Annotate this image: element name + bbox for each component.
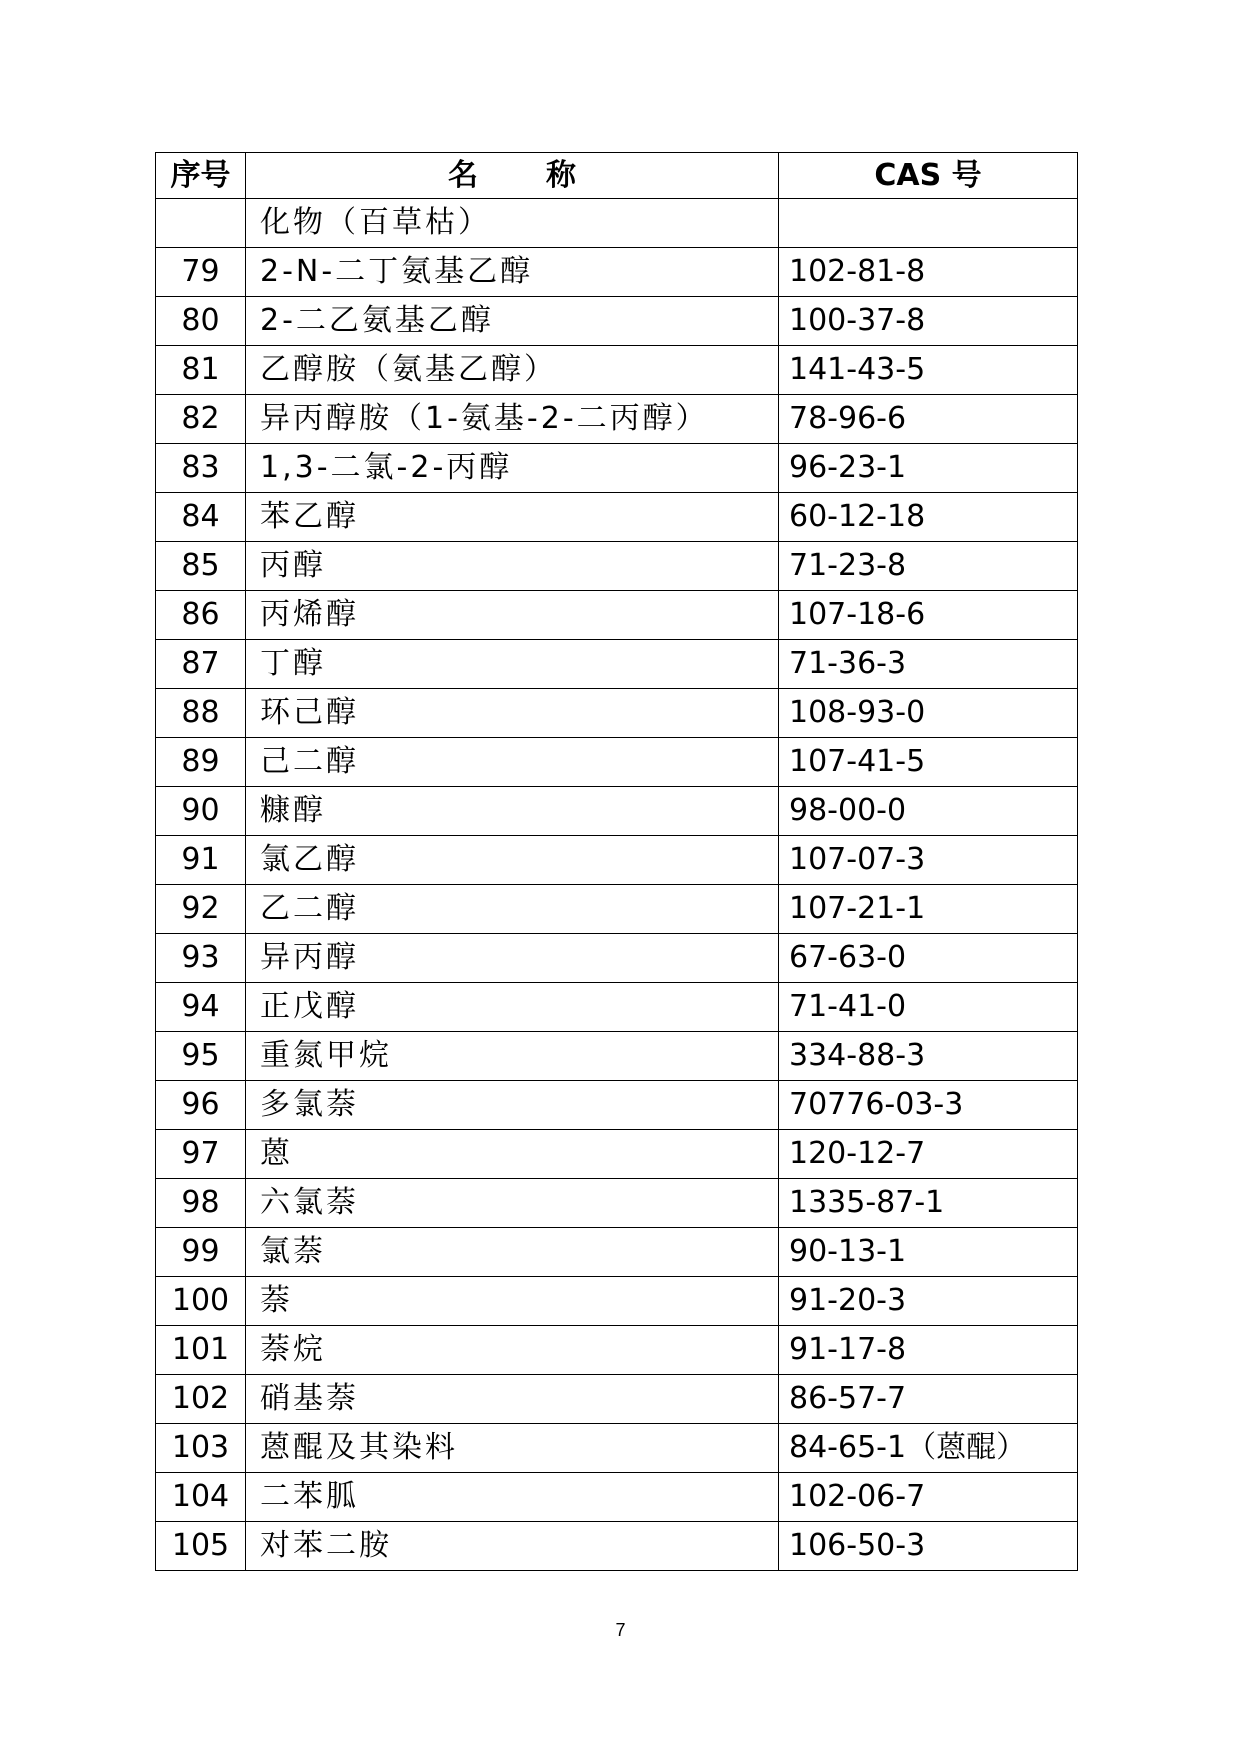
row-name: 糠醇 [246,787,779,836]
row-seq: 94 [156,983,246,1032]
table-row [156,395,1078,444]
row-cas: 90-13-1 [779,1228,1078,1277]
row-seq: 83 [156,444,246,493]
row-seq: 81 [156,346,246,395]
row-cas: 70776-03-3 [779,1081,1078,1130]
row-name: 2-二乙氨基乙醇 [246,297,779,346]
row-name: 正戊醇 [246,983,779,1032]
table-row [156,1228,1078,1277]
row-name: 丁醇 [246,640,779,689]
table-row [156,640,1078,689]
row-cas: 98-00-0 [779,787,1078,836]
row-seq: 96 [156,1081,246,1130]
table-row [156,444,1078,493]
table-row [156,1375,1078,1424]
row-cas: 107-21-1 [779,885,1078,934]
row-cas: 86-57-7 [779,1375,1078,1424]
row-cas: 71-36-3 [779,640,1078,689]
row-seq: 97 [156,1130,246,1179]
row-seq: 88 [156,689,246,738]
row-name: 多氯萘 [246,1081,779,1130]
row-cas: 107-07-3 [779,836,1078,885]
row-cas: 96-23-1 [779,444,1078,493]
row-seq: 90 [156,787,246,836]
row-name: 二苯胍 [246,1473,779,1522]
row-cas: 107-41-5 [779,738,1078,787]
table-row [156,738,1078,787]
row-seq: 98 [156,1179,246,1228]
row-name: 环己醇 [246,689,779,738]
table-row [156,885,1078,934]
row-seq: 84 [156,493,246,542]
row-seq: 103 [156,1424,246,1473]
table-row [156,787,1078,836]
row-name: 六氯萘 [246,1179,779,1228]
table-row [156,1179,1078,1228]
row-cas: 107-18-6 [779,591,1078,640]
row-cas: 78-96-6 [779,395,1078,444]
table-row [156,199,1078,248]
row-name: 化物（百草枯） [246,199,779,248]
row-seq: 82 [156,395,246,444]
header-name [246,153,779,199]
row-name: 苯乙醇 [246,493,779,542]
row-name: 氯萘 [246,1228,779,1277]
header-cas: CAS 号 [779,153,1078,199]
header-seq: 序号 [156,153,246,199]
row-seq: 79 [156,248,246,297]
row-cas: 1335-87-1 [779,1179,1078,1228]
table-row [156,689,1078,738]
row-name: 1,3-二氯-2-丙醇 [246,444,779,493]
row-name: 氯乙醇 [246,836,779,885]
table-row [156,1424,1078,1473]
row-cas: 120-12-7 [779,1130,1078,1179]
row-name: 对苯二胺 [246,1522,779,1571]
row-name: 萘烷 [246,1326,779,1375]
row-seq: 105 [156,1522,246,1571]
row-seq: 99 [156,1228,246,1277]
table-body [156,199,1078,1571]
row-name: 丙烯醇 [246,591,779,640]
row-cas: 71-23-8 [779,542,1078,591]
row-seq: 91 [156,836,246,885]
row-name: 异丙醇 [246,934,779,983]
row-seq: 87 [156,640,246,689]
page-number: 7 [615,1620,626,1640]
table-row [156,1522,1078,1571]
row-name: 蒽醌及其染料 [246,1424,779,1473]
row-seq: 100 [156,1277,246,1326]
row-seq: 95 [156,1032,246,1081]
row-seq: 104 [156,1473,246,1522]
row-cas: 102-81-8 [779,248,1078,297]
row-seq: 89 [156,738,246,787]
row-seq: 86 [156,591,246,640]
row-seq: 92 [156,885,246,934]
table-row [156,346,1078,395]
row-name: 2-N-二丁氨基乙醇 [246,248,779,297]
row-seq: 101 [156,1326,246,1375]
row-name: 蒽 [246,1130,779,1179]
header-name-label: 名称 [448,158,644,193]
table-row [156,493,1078,542]
row-cas: 91-20-3 [779,1277,1078,1326]
chemical-table [155,152,1078,1571]
table-row [156,934,1078,983]
row-name: 硝基萘 [246,1375,779,1424]
row-cas: 106-50-3 [779,1522,1078,1571]
row-seq [156,199,246,248]
table-row [156,836,1078,885]
row-seq: 85 [156,542,246,591]
table-row [156,1032,1078,1081]
row-cas: 334-88-3 [779,1032,1078,1081]
row-cas: 108-93-0 [779,689,1078,738]
row-cas: 100-37-8 [779,297,1078,346]
row-cas: 71-41-0 [779,983,1078,1032]
table-row [156,1081,1078,1130]
row-name: 萘 [246,1277,779,1326]
row-name: 异丙醇胺（1-氨基-2-二丙醇） [246,395,779,444]
row-name: 乙二醇 [246,885,779,934]
row-cas [779,199,1078,248]
row-name: 己二醇 [246,738,779,787]
table-row [156,591,1078,640]
table-row [156,983,1078,1032]
row-name: 重氮甲烷 [246,1032,779,1081]
table-row [156,248,1078,297]
table-header-row [156,153,1078,199]
row-cas: 60-12-18 [779,493,1078,542]
table-row [156,1473,1078,1522]
table-row [156,1326,1078,1375]
row-name: 丙醇 [246,542,779,591]
table-row [156,542,1078,591]
row-name: 乙醇胺（氨基乙醇） [246,346,779,395]
row-cas: 84-65-1（蒽醌） [779,1424,1078,1473]
table-row [156,297,1078,346]
table-row [156,1130,1078,1179]
row-cas: 91-17-8 [779,1326,1078,1375]
row-cas: 102-06-7 [779,1473,1078,1522]
row-seq: 80 [156,297,246,346]
row-cas: 141-43-5 [779,346,1078,395]
row-seq: 93 [156,934,246,983]
table-row [156,1277,1078,1326]
row-seq: 102 [156,1375,246,1424]
row-cas: 67-63-0 [779,934,1078,983]
